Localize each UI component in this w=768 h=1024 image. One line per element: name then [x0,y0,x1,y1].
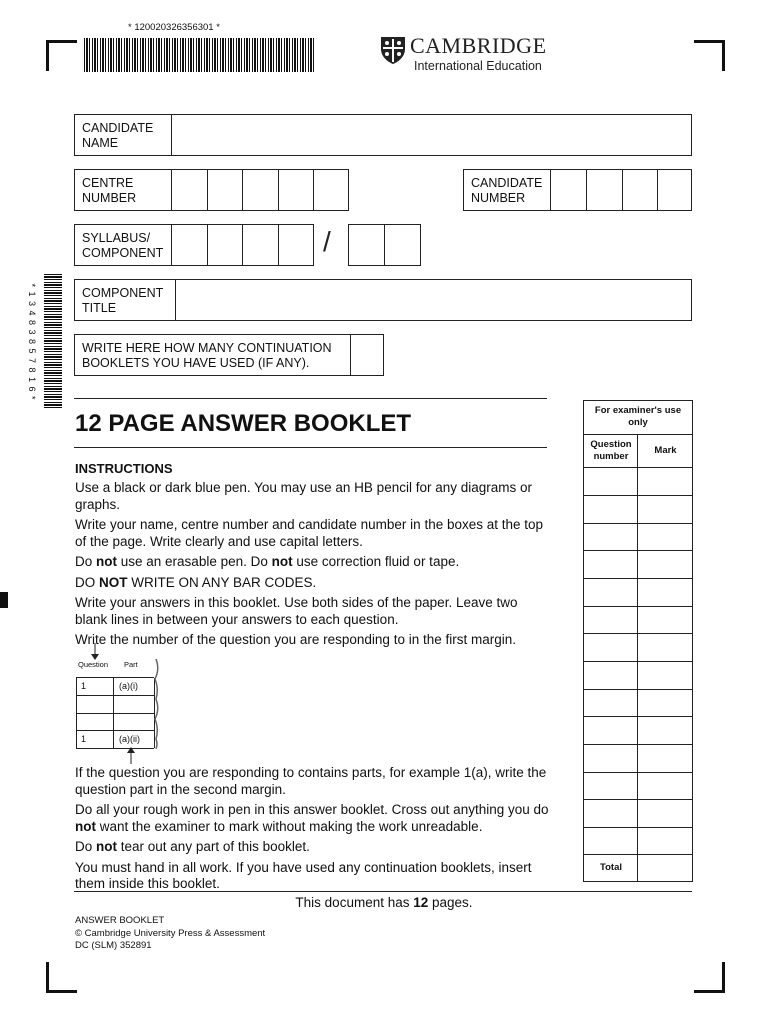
continuation-booklets-box[interactable] [74,334,384,376]
title-underline [74,447,547,448]
syllabus-component-label: SYLLABUS/ COMPONENT [82,231,164,260]
instruction-10: You must hand in all work. If you have used any continuation booklets, insert them inside this booklet. [75,859,532,891]
component-title-box[interactable] [74,279,692,321]
candidate-number-box[interactable] [463,169,692,211]
example-row2-part: (a)(ii) [119,734,140,744]
examiner-row[interactable] [584,606,692,607]
examiner-row[interactable] [584,523,692,524]
candidate-number-label: CANDIDATE NUMBER [471,176,543,205]
examiner-table [583,400,693,882]
title-rule [74,398,547,399]
syllabus-component-box[interactable] [74,224,314,266]
component-number-box[interactable] [348,224,421,266]
component-title-label: COMPONENT TITLE [82,286,164,315]
logo-name: CAMBRIDGE [410,33,547,58]
candidate-name-box[interactable] [74,114,692,156]
footer-info [75,915,265,953]
instructions-part-1 [75,480,553,653]
examiner-heading: For examiner's use only [594,405,682,428]
footer-line-3: DC (SLM) 352891 [75,940,152,951]
examiner-row[interactable] [584,633,692,634]
footer-rule [74,891,692,892]
arrow-up-icon [126,746,136,764]
examiner-row[interactable] [584,689,692,690]
instruction-3: Do not use an erasable pen. Do not use correction fluid or tape. [75,554,460,569]
instruction-4: DO NOT WRITE ON ANY BAR CODES. [75,574,317,590]
registration-mark [0,592,8,608]
shield-icon [380,35,406,65]
cambridge-logo [380,33,560,75]
side-barcode [44,272,62,408]
top-barcode [84,38,316,72]
crop-mark-top-right [694,40,725,71]
example-row1-question: 1 [81,681,87,691]
examiner-row[interactable] [584,495,692,496]
instruction-7: If the question you are responding to contains parts, for example 1(a), write the question part in the second margin. [75,765,547,797]
centre-number-box[interactable] [74,169,349,211]
examiner-question-header: Question number [590,439,632,462]
arrow-down-icon [90,643,100,661]
margin-example [74,643,174,763]
instructions-part-2 [75,765,553,897]
component-separator: / [323,226,331,257]
example-question-label: Question [78,660,109,669]
instruction-9: Do not tear out any part of this booklet. [75,839,310,854]
example-row1-part: (a)(i) [119,681,138,691]
crop-mark-bottom-left [46,962,77,993]
examiner-row[interactable] [584,827,692,828]
examiner-row[interactable] [584,550,692,551]
example-row2-question: 1 [81,734,87,744]
examiner-mark-header: Mark [654,445,677,456]
examiner-row[interactable] [584,744,692,745]
examiner-row[interactable] [584,578,692,579]
examiner-row[interactable] [584,661,692,662]
instructions-heading: INSTRUCTIONS [75,461,173,476]
barcode-number: * 120020326356301 * [128,22,220,33]
torn-edge-icon [152,659,162,749]
crop-mark-bottom-right [694,962,725,993]
example-grid [76,677,154,749]
instruction-6: Write the number of the question you are responding to in the first margin. [75,632,516,647]
continuation-label: WRITE HERE HOW MANY CONTINUATION BOOKLETS YOU HAVE USED (IF ANY). [82,341,332,370]
instruction-2: Write your name, centre number and candidate number in the boxes at the top of the page. Write clearly and use capital letters. [75,517,544,549]
crop-mark-top-left [46,40,77,71]
candidate-name-label: CANDIDATE NAME [82,121,154,150]
logo-subtitle: International Education [414,59,542,73]
examiner-total-label: Total [600,862,622,873]
page-count: This document has 12 pages. [295,895,473,910]
instruction-5: Write your answers in this booklet. Use both sides of the paper. Leave two blank lines in between your answers to each question. [75,595,518,627]
examiner-total-row[interactable] [584,854,692,855]
examiner-row[interactable] [584,716,692,717]
example-part-label: Part [124,660,138,669]
centre-number-label: CENTRE NUMBER [82,176,137,205]
instruction-8: Do all your rough work in pen in this answer booklet. Cross out anything you do not want the examiner to mark without making the work unreadable. [75,802,549,834]
examiner-row[interactable] [584,799,692,800]
examiner-row[interactable] [584,467,692,468]
footer-line-1: ANSWER BOOKLET [75,915,165,926]
examiner-row[interactable] [584,772,692,773]
instruction-1: Use a black or dark blue pen. You may use an HB pencil for any diagrams or graphs. [75,480,533,512]
footer-line-2: © Cambridge University Press & Assessment [75,927,266,939]
side-code: * 1 3 4 8 3 8 5 7 8 1 6 * [27,283,37,401]
page-title: 12 PAGE ANSWER BOOKLET [75,410,412,437]
